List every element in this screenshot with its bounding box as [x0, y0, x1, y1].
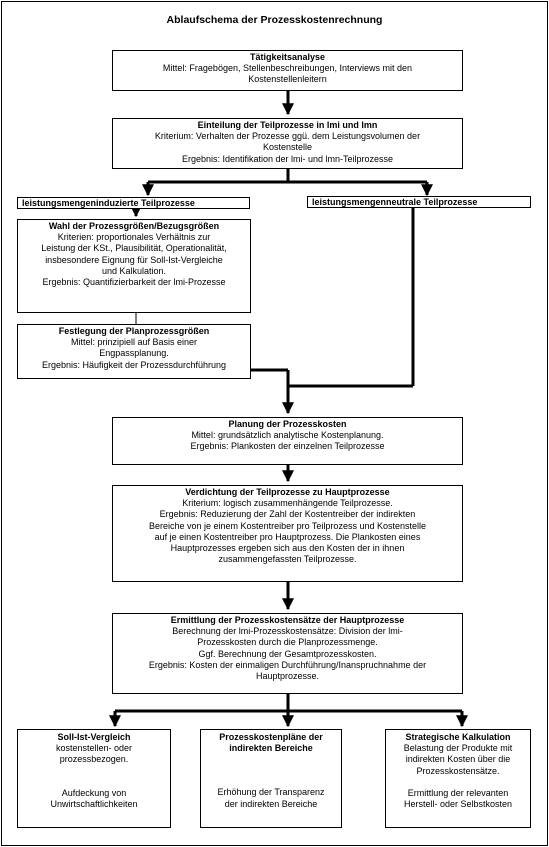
box-line: auf je einen Kostentreiber pro Hauptprozess. Die Plankosten eines [154, 531, 421, 542]
box-verdichtung [112, 485, 463, 582]
box-ermittlung-prozesskostensaetze [112, 613, 463, 694]
box-line: Kostenstelle [262, 142, 313, 153]
box-line: Bereiche von je einem Kostentreiber pro Teilprozess und Kostenstelle [149, 520, 426, 531]
box-taetigkeitsanalyse [112, 50, 463, 91]
box-line: Kriterium: logisch zusammenhängende Teilprozesse. [182, 498, 393, 509]
box-heading: Tätigkeitsanalyse [249, 52, 326, 62]
box-line: Hauptprozesses ergeben sich aus den Kosten der in ihnen [170, 543, 405, 554]
box-line: Ggf. Berechnung der Gesamtprozesskosten. [198, 648, 377, 659]
box-line: Ergebnis: Reduzierung der Zahl der Kostentreiber der indirekten [159, 509, 416, 520]
box-line: indirekten Kosten über die [405, 754, 511, 765]
box-heading: Strategische Kalkulation [405, 732, 511, 742]
box-heading: Soll-Ist-Vergleich [57, 732, 131, 742]
box-line: Mittel: grundsätzlich analytische Kostenplanung. [191, 430, 384, 441]
box-soll-ist-vergleich [17, 729, 171, 828]
box-line: Ergebnis: Häufigkeit der Prozessdurchführung [41, 359, 227, 370]
box-line: Belastung der Produkte mit [403, 743, 513, 754]
box-prozesskostenplaene [200, 729, 342, 828]
box-wahl-prozessgroessen [17, 219, 251, 313]
box-line: Berechnung der lmi-Prozesskostensätze: Division der lmi- [172, 626, 403, 637]
box-line: und Kalkulation. [101, 265, 167, 276]
box-festlegung-planprozessgroessen [17, 324, 251, 379]
box-heading: Einteilung der Teilprozesse in lmi und lmn [197, 120, 378, 130]
box-line: Hauptprozesse. [255, 671, 320, 682]
box-line: der indirekten Bereiche [224, 798, 318, 809]
box-line: Leistung der KSt., Plausibilität, Operationalität, [41, 243, 227, 254]
box-heading: Prozesskostenpläne der [219, 732, 323, 742]
box-heading: Wahl der Prozessgrößen/Bezugsgrößen [48, 221, 220, 231]
box-line: prozessbezogen. [59, 754, 129, 765]
box-line: kostenstellen- oder [55, 743, 133, 754]
box-line: Erhöhung der Transparenz [217, 787, 325, 798]
box-strategische-kalkulation [385, 729, 531, 828]
box-line: Kriterien: proportionales Verhältnis zur [57, 232, 211, 243]
box-heading: Festlegung der Planprozessgrößen [58, 326, 210, 336]
box-line: Ergebnis: Identifikation der lmi- und lmn-Teilprozesse [181, 153, 394, 164]
box-line: Prozesskostensätze. [416, 765, 500, 776]
diagram-title: Ablaufschema der Prozesskostenrechnung [166, 14, 383, 26]
box-line: Aufdeckung von [61, 787, 127, 798]
label-lmi-teilprozesse: leistungsmengeninduzierte Teilprozesse [17, 197, 250, 209]
box-line: zusammengefassten Teilprozesse. [218, 554, 357, 565]
box-planung-prozesskosten [112, 417, 463, 465]
box-line: Mittel: prinzipiell auf Basis einer [70, 337, 198, 348]
box-heading: Planung der Prozesskosten [228, 419, 347, 429]
box-line: Ergebnis: Quantifizierbarkeit der lmi-Prozesse [42, 277, 226, 288]
box-heading: Verdichtung der Teilprozesse zu Hauptprozesse [185, 487, 390, 497]
box-einteilung [112, 118, 463, 169]
label-lmn-teilprozesse: leistungsmengenneutrale Teilprozesse [307, 196, 531, 208]
box-line: Ergebnis: Plankosten der einzelnen Teilprozesse [190, 441, 385, 452]
box-line: insbesondere Eignung für Soll-Ist-Vergleiche [45, 254, 223, 265]
box-line: Herstell- oder Selbstkosten [403, 799, 513, 810]
box-line: Ergebnis: Kosten der einmaligen Durchführung/Inanspruchnahme der [148, 659, 427, 670]
box-line: Mittel: Fragebögen, Stellenbeschreibungen, Interviews mit den [162, 63, 413, 74]
box-line: Ermittlung der relevanten [407, 787, 509, 798]
box-heading: indirekten Bereiche [229, 743, 313, 754]
box-line: Unwirtschaftlichkeiten [50, 798, 138, 809]
box-line: Prozesskosten durch die Planprozessmenge. [197, 637, 378, 648]
box-heading: Ermittlung der Prozesskostensätze der Hauptprozesse [170, 615, 405, 625]
box-line: Kriterium: Verhalten der Prozesse ggü. dem Leistungsvolumen der [154, 131, 421, 142]
box-line: Kostenstellenleitern [248, 74, 327, 85]
box-line: Engpassplanung. [99, 348, 169, 359]
